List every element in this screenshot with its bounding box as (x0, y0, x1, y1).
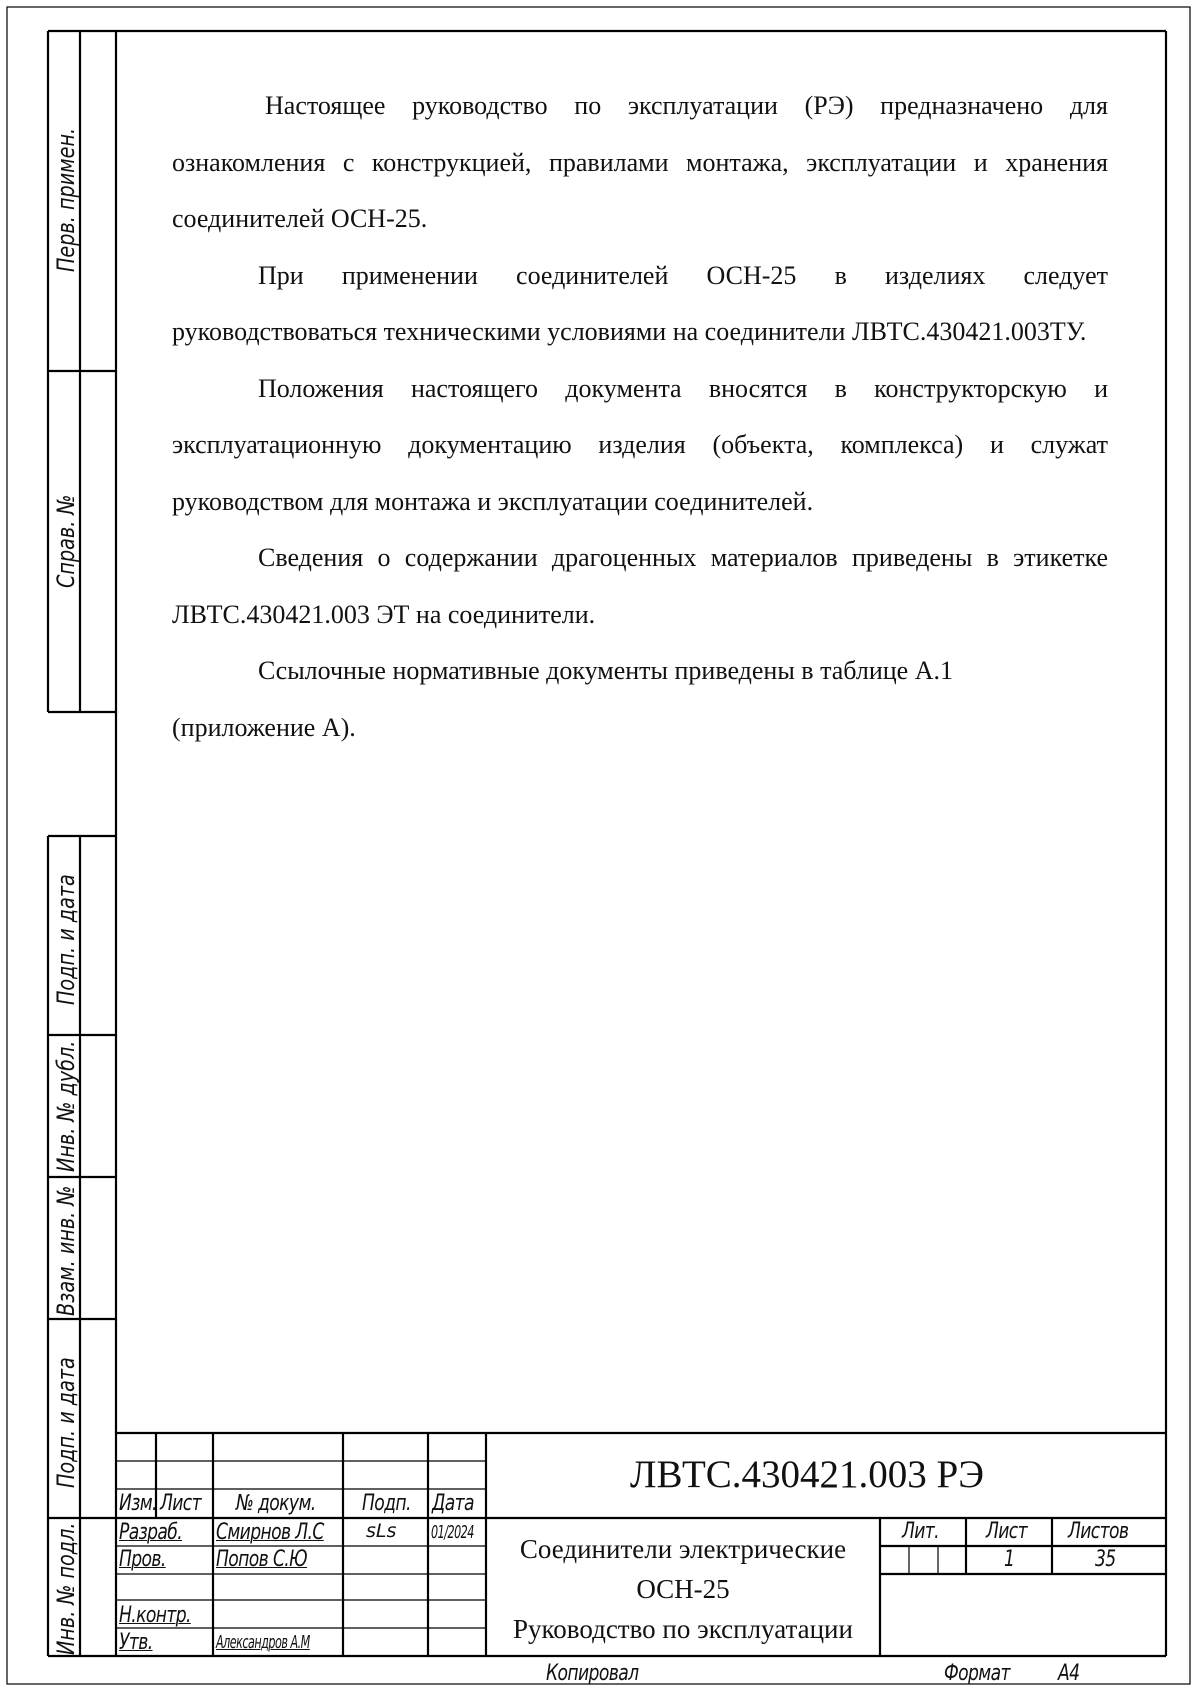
lit-label: Лит. (902, 1519, 940, 1544)
side-label-vzam-inv: Взам. инв. № (52, 1185, 80, 1316)
col-data: Дата (432, 1491, 474, 1516)
side-label-inv-dubl: Инв. № дубл. (52, 1040, 80, 1172)
doc-title-line-1: Соединители электрические (519, 1534, 847, 1564)
references-line-2: (приложение А). (172, 712, 356, 742)
document-body (172, 78, 1108, 756)
role-prov: Пров. (119, 1547, 166, 1572)
list-value: 1 (1004, 1547, 1015, 1572)
format-label: Формат (944, 1661, 1010, 1686)
col-izm: Изм. (119, 1491, 157, 1516)
razrab-signature: sLs (366, 1520, 397, 1542)
listov-value: 35 (1095, 1547, 1116, 1572)
side-label-perv-primen: Перв. примен. (52, 127, 80, 273)
role-utv: Утв. (119, 1630, 153, 1655)
paragraph-application: При применении соединителей ОСН-25 в изделиях следует руководствоваться техническими условиями на соединители ЛВТС.430421.003ТУ. (172, 260, 1108, 346)
format-value: А4 (1058, 1661, 1080, 1686)
col-list: Лист (160, 1491, 201, 1516)
doc-title-line-3: Руководство по эксплуатации (513, 1614, 853, 1644)
doc-code: ЛВТС.430421.003 РЭ (630, 1453, 984, 1496)
razrab-name: Смирнов Л.С (216, 1520, 324, 1545)
kopiroval-label: Копировал (546, 1661, 639, 1686)
razrab-date: 01/2024 (431, 1522, 474, 1543)
side-label-podp-data-top: Подп. и дата (52, 874, 80, 1005)
references-line-1: Ссылочные нормативные документы приведены в таблице А.1 (258, 656, 953, 685)
list-label: Лист (986, 1519, 1027, 1544)
col-no-dokum: № докум. (236, 1491, 316, 1516)
prov-name: Попов С.Ю (216, 1547, 308, 1572)
side-label-inv-podl: Инв. № подл. (52, 1522, 80, 1655)
paragraph-intro: Настоящее руководство по эксплуатации (РЭ) предназначено для ознакомления с конструкцией, правилами монтажа, эксплуатации и хранения соединителей ОСН-25. (172, 91, 1108, 233)
col-podp: Подп. (362, 1491, 411, 1516)
paragraph-references-cont (172, 700, 1108, 757)
paragraph-provisions: Положения настоящего документа вносятся в конструкторскую и эксплуатационную документацию изделия (объекта, комплекса) и служат руководством для монтажа и эксплуатации соединителей. (172, 373, 1108, 516)
doc-title-line-2: ОСН-25 (636, 1574, 730, 1604)
role-razrab: Разраб. (119, 1520, 183, 1545)
role-nkontr: Н.контр. (119, 1603, 191, 1628)
side-label-podp-data-bottom: Подп. и дата (52, 1357, 80, 1488)
listov-label: Листов (1068, 1519, 1129, 1544)
utv-name: Александров А.М (216, 1632, 310, 1653)
paragraph-references (172, 643, 1108, 700)
paragraph-precious-materials: Сведения о содержании драгоценных материалов приведены в этикетке ЛВТС.430421.003 ЭТ на соединители. (172, 543, 1108, 629)
side-label-sprav-no: Справ. № (52, 494, 80, 588)
